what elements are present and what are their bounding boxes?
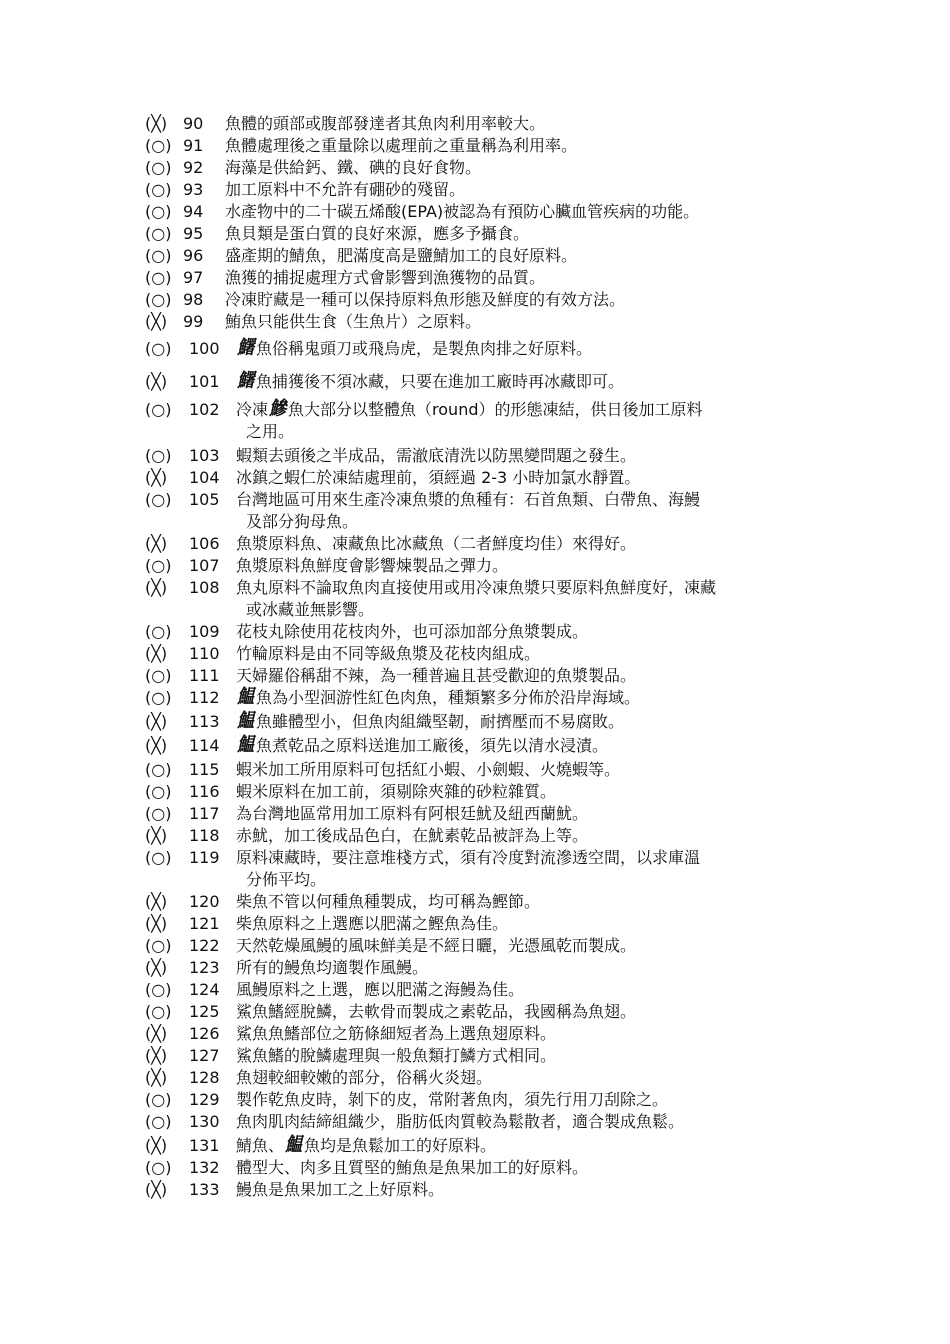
question-text-body: 魚漿原料魚鮮度會影響煉製品之彈力。 [236, 556, 509, 575]
answer-mark: (○) [145, 760, 172, 779]
answer-mark: (○) [145, 804, 172, 823]
question-text [236, 371, 624, 393]
question-text-body: 為台灣地區常用加工原料有阿根廷魷及紐西蘭魷。 [236, 804, 589, 823]
answer-mark: (○) [145, 268, 172, 287]
question-number: 103 [189, 446, 220, 465]
question-number: 128 [189, 1068, 220, 1087]
question-row [0, 577, 950, 621]
question-text [236, 338, 592, 360]
question-text-body: 魚雖體型小，但魚肉組織堅韌，耐擠壓而不易腐敗。 [256, 712, 625, 731]
question-number: 105 [189, 490, 220, 509]
question-text [225, 223, 529, 245]
question-row [0, 1089, 950, 1111]
question-row [0, 979, 950, 1001]
question-number: 119 [189, 848, 220, 867]
question-text [236, 489, 700, 511]
question-row [0, 179, 950, 201]
answer-mark: (○) [145, 1090, 172, 1109]
question-number: 107 [189, 556, 220, 575]
question-text [236, 399, 703, 421]
question-number: 123 [189, 958, 220, 977]
question-row [0, 201, 950, 223]
answer-mark: (○) [145, 1002, 172, 1021]
question-row [0, 289, 950, 311]
question-text [225, 179, 465, 201]
question-text-body: 竹輪原料是由不同等級魚漿及花枝肉組成。 [236, 644, 541, 663]
question-row [0, 643, 950, 665]
question-text-continuation: 分佈平均。 [246, 870, 327, 889]
question-number: 131 [189, 1136, 220, 1155]
question-row [0, 913, 950, 935]
question-number: 110 [189, 644, 220, 663]
question-number: 121 [189, 914, 220, 933]
question-number: 114 [189, 736, 220, 755]
answer-mark: (╳) [145, 1068, 168, 1087]
question-row [0, 489, 950, 533]
question-text-body: 蝦米原料在加工前，須剔除夾雜的砂粒雜質。 [236, 782, 557, 801]
question-number: 95 [183, 224, 204, 243]
fish-character-glyph: 鰛 [237, 686, 253, 709]
question-number: 125 [189, 1002, 220, 1021]
answer-mark: (○) [145, 622, 172, 641]
fish-character-glyph: 鰛 [237, 710, 253, 733]
question-text-body: 蝦米加工所用原料可包括紅小蝦、小劍蝦、火燒蝦等。 [236, 760, 621, 779]
fish-character-glyph: 鰛 [285, 1134, 301, 1157]
question-text [236, 467, 640, 489]
question-text [236, 1179, 444, 1201]
question-text [236, 891, 540, 913]
question-row [0, 1135, 950, 1157]
question-row [0, 1067, 950, 1089]
question-row [0, 847, 950, 891]
question-text-body: 魚漿原料魚、凍藏魚比冰藏魚（二者鮮度均佳）來得好。 [236, 534, 637, 553]
question-text-body: 冰鎮之蝦仁於凍結處理前，須經過 2-3 小時加氯水靜置。 [236, 468, 641, 487]
answer-mark: (○) [145, 782, 172, 801]
question-number: 97 [183, 268, 204, 287]
question-row [0, 957, 950, 979]
question-number: 120 [189, 892, 220, 911]
answer-mark: (╳) [145, 914, 168, 933]
question-row [0, 803, 950, 825]
answer-mark: (○) [145, 1112, 172, 1131]
question-number: 132 [189, 1158, 220, 1177]
question-text [236, 957, 428, 979]
question-text [225, 245, 577, 267]
question-text-continuation: 及部分狗母魚。 [246, 512, 359, 531]
question-number: 112 [189, 688, 220, 707]
question-row [0, 245, 950, 267]
question-number: 126 [189, 1024, 220, 1043]
question-text-body: 魚俗稱鬼頭刀或飛烏虎，是製魚肉排之好原料。 [256, 339, 593, 358]
answer-mark: (╳) [145, 958, 168, 977]
question-number: 106 [189, 534, 220, 553]
answer-mark: (╳) [145, 1046, 168, 1065]
answer-mark: (○) [145, 290, 172, 309]
answer-mark: (○) [145, 556, 172, 575]
answer-mark: (╳) [145, 312, 168, 331]
question-number: 129 [189, 1090, 220, 1109]
question-text-body: 鯊魚鰭的脫鱗處理與一般魚類打鱗方式相同。 [236, 1046, 557, 1065]
question-text-body: 赤魷，加工後成品色白，在魷素乾品被評為上等。 [236, 826, 589, 845]
question-text-body: 風鰻原料之上選，應以肥滿之海鰻為佳。 [236, 980, 525, 999]
question-number: 96 [183, 246, 204, 265]
question-row [0, 467, 950, 489]
question-number: 90 [183, 114, 204, 133]
answer-mark: (╳) [145, 1180, 168, 1199]
question-text [236, 825, 588, 847]
question-number: 116 [189, 782, 220, 801]
question-text [236, 913, 508, 935]
question-number: 111 [189, 666, 220, 685]
question-row [0, 1045, 950, 1067]
question-number: 122 [189, 936, 220, 955]
question-text [236, 1111, 684, 1133]
question-row [0, 687, 950, 711]
answer-mark: (○) [145, 202, 172, 221]
question-row [0, 781, 950, 803]
question-row [0, 711, 950, 735]
question-text [236, 1001, 636, 1023]
question-text-prefix: 鯖魚、 [236, 1136, 285, 1155]
question-text [236, 621, 588, 643]
question-number: 93 [183, 180, 204, 199]
answer-mark: (╳) [145, 826, 168, 845]
fish-character-glyph: 鱰 [237, 370, 253, 393]
question-row [0, 555, 950, 577]
answer-mark: (╳) [145, 644, 168, 663]
question-row [0, 1111, 950, 1135]
answer-mark: (○) [145, 400, 172, 419]
answer-mark: (╳) [145, 114, 168, 133]
question-row [0, 445, 950, 467]
question-row [0, 621, 950, 643]
question-row [0, 1023, 950, 1045]
question-number: 91 [183, 136, 204, 155]
question-text [236, 1045, 556, 1067]
question-text-body: 魚貝類是蛋白質的良好來源，應多予攝食。 [225, 224, 530, 243]
answer-mark: (╳) [145, 1136, 168, 1155]
question-number: 133 [189, 1180, 220, 1199]
question-text-body: 魚體的頭部或腹部發達者其魚肉利用率較大。 [225, 114, 546, 133]
answer-mark: (○) [145, 158, 172, 177]
answer-mark: (○) [145, 339, 172, 358]
answer-mark: (╳) [145, 372, 168, 391]
question-number: 118 [189, 826, 220, 845]
question-text-body: 天婦羅俗稱甜不辣，為一種普遍且甚受歡迎的魚漿製品。 [236, 666, 637, 685]
question-text-body: 製作乾魚皮時，剝下的皮，常附著魚肉，須先行用刀刮除之。 [236, 1090, 669, 1109]
answer-mark: (╳) [145, 712, 168, 731]
question-row [0, 135, 950, 157]
question-text-body: 體型大、肉多且質堅的鮪魚是魚果加工的好原料。 [236, 1158, 589, 1177]
question-text [236, 555, 508, 577]
question-row [0, 1179, 950, 1201]
question-text-body: 冷凍貯藏是一種可以保持原料魚形態及鮮度的有效方法。 [225, 290, 626, 309]
question-text [236, 445, 636, 467]
question-row [0, 311, 950, 333]
question-text-body: 柴魚不管以何種魚種製成，均可稱為鰹節。 [236, 892, 541, 911]
question-text [236, 847, 700, 869]
question-text-body: 台灣地區可用來生產冷凍魚漿的魚種有：石首魚類、白帶魚、海鰻 [236, 490, 701, 509]
question-text [236, 781, 556, 803]
question-text [236, 1023, 556, 1045]
question-list [0, 113, 950, 1201]
question-row [0, 825, 950, 847]
question-row [0, 935, 950, 957]
question-number: 94 [183, 202, 204, 221]
question-number: 113 [189, 712, 220, 731]
question-text-body: 原料凍藏時，要注意堆棧方式，須有冷度對流滲透空間，以求庫溫 [236, 848, 701, 867]
question-text [236, 935, 636, 957]
answer-mark: (○) [145, 936, 172, 955]
answer-mark: (╳) [145, 468, 168, 487]
question-text [236, 643, 540, 665]
question-text-body: 水產物中的二十碳五烯酸(EPA)被認為有預防心臟血管疾病的功能。 [225, 202, 700, 221]
question-row [0, 366, 950, 399]
question-row [0, 223, 950, 245]
question-text-body: 花枝丸除使用花枝肉外，也可添加部分魚漿製成。 [236, 622, 589, 641]
question-text-body: 魚均是魚鬆加工的好原料。 [304, 1136, 497, 1155]
question-text-body: 海藻是供給鈣、鐵、碘的良好食物。 [225, 158, 482, 177]
answer-mark: (○) [145, 666, 172, 685]
question-text-body: 柴魚原料之上選應以肥滿之鰹魚為佳。 [236, 914, 509, 933]
question-text [236, 577, 716, 599]
question-row [0, 891, 950, 913]
question-text-body: 魚為小型洄游性紅色肉魚，種類繁多分佈於沿岸海域。 [256, 688, 641, 707]
question-number: 109 [189, 622, 220, 641]
question-text-prefix: 冷凍 [236, 400, 269, 419]
question-number: 127 [189, 1046, 220, 1065]
question-text-body: 鮪魚只能供生食（生魚片）之原料。 [225, 312, 482, 331]
question-text [236, 1067, 492, 1089]
question-text [225, 311, 481, 333]
question-text-body: 盛產期的鯖魚，肥滿度高是鹽鯖加工的良好原料。 [225, 246, 578, 265]
question-text-body: 鯊魚魚鰭部位之筋條細短者為上選魚翅原料。 [236, 1024, 557, 1043]
question-number: 108 [189, 578, 220, 597]
question-text [236, 979, 524, 1001]
answer-mark: (○) [145, 1158, 172, 1177]
question-text-body: 加工原料中不允許有硼砂的殘留。 [225, 180, 466, 199]
question-number: 130 [189, 1112, 220, 1131]
question-text-body: 魚翅較細較嫩的部分，俗稱火炎翅。 [236, 1068, 493, 1087]
question-row [0, 665, 950, 687]
answer-mark: (○) [145, 848, 172, 867]
question-text-body: 天然乾燥風鰻的風味鮮美是不經日曬，光憑風乾而製成。 [236, 936, 637, 955]
question-text-continuation: 或冰藏並無影響。 [246, 600, 375, 619]
question-text [225, 113, 545, 135]
question-text-body: 魚體處理後之重量除以處理前之重量稱為利用率。 [225, 136, 578, 155]
question-text-body: 漁獲的捕捉處理方式會影響到漁獲物的品質。 [225, 268, 546, 287]
question-row [0, 399, 950, 445]
fish-character-glyph: 鰺 [269, 398, 285, 421]
question-row [0, 1157, 950, 1179]
fish-character-glyph: 鱰 [237, 337, 253, 360]
answer-mark: (╳) [145, 534, 168, 553]
question-row [0, 759, 950, 781]
answer-mark: (○) [145, 490, 172, 509]
answer-mark: (○) [145, 136, 172, 155]
question-text-body: 魚煮乾品之原料送進加工廠後，須先以清水浸漬。 [256, 736, 609, 755]
question-number: 98 [183, 290, 204, 309]
question-number: 100 [189, 339, 220, 358]
question-text [236, 711, 624, 733]
question-text-body: 鯊魚鰭經脫鱗，去軟骨而製成之素乾品，我國稱為魚翅。 [236, 1002, 637, 1021]
question-text-body: 魚肉肌肉結締組織少，脂肪低肉質較為鬆散者，適合製成魚鬆。 [236, 1112, 685, 1131]
question-text-body: 魚大部分以整體魚（round）的形態凍結，供日後加工原料 [288, 400, 703, 419]
question-text [225, 157, 481, 179]
question-row [0, 333, 950, 366]
question-number: 104 [189, 468, 220, 487]
answer-mark: (○) [145, 246, 172, 265]
question-text [236, 687, 640, 709]
question-text [236, 803, 588, 825]
question-text-body: 所有的鰻魚均適製作風鰻。 [236, 958, 429, 977]
question-row [0, 533, 950, 555]
question-text-body: 鰻魚是魚果加工之上好原料。 [236, 1180, 445, 1199]
answer-mark: (╳) [145, 578, 168, 597]
answer-mark: (○) [145, 224, 172, 243]
question-number: 102 [189, 400, 220, 419]
question-text [236, 1157, 588, 1179]
question-text [236, 759, 620, 781]
question-text [225, 201, 699, 223]
answer-mark: (○) [145, 980, 172, 999]
answer-mark: (○) [145, 180, 172, 199]
question-text-body: 蝦類去頭後之半成品，需澈底清洗以防黑變問題之發生。 [236, 446, 637, 465]
question-text-body: 魚丸原料不論取魚肉直接使用或用冷凍魚漿只要原料魚鮮度好，凍藏 [236, 578, 717, 597]
question-row [0, 1001, 950, 1023]
question-text [225, 267, 545, 289]
question-row [0, 735, 950, 759]
question-text [236, 533, 636, 555]
question-number: 115 [189, 760, 220, 779]
question-row [0, 267, 950, 289]
fish-character-glyph: 鰛 [237, 734, 253, 757]
answer-mark: (╳) [145, 736, 168, 755]
question-number: 117 [189, 804, 220, 823]
answer-mark: (╳) [145, 1024, 168, 1043]
question-text-continuation: 之用。 [246, 422, 295, 441]
question-text [236, 665, 636, 687]
answer-mark: (○) [145, 446, 172, 465]
question-number: 99 [183, 312, 204, 331]
question-number: 92 [183, 158, 204, 177]
question-number: 101 [189, 372, 220, 391]
answer-mark: (╳) [145, 892, 168, 911]
question-text [236, 735, 608, 757]
question-number: 124 [189, 980, 220, 999]
question-row [0, 157, 950, 179]
answer-mark: (○) [145, 688, 172, 707]
question-text [236, 1089, 668, 1111]
question-text [225, 289, 625, 311]
question-text-body: 魚捕獲後不須冰藏，只要在進加工廠時再冰藏即可。 [256, 372, 625, 391]
question-text [236, 1135, 496, 1157]
question-row [0, 113, 950, 135]
question-text [225, 135, 577, 157]
